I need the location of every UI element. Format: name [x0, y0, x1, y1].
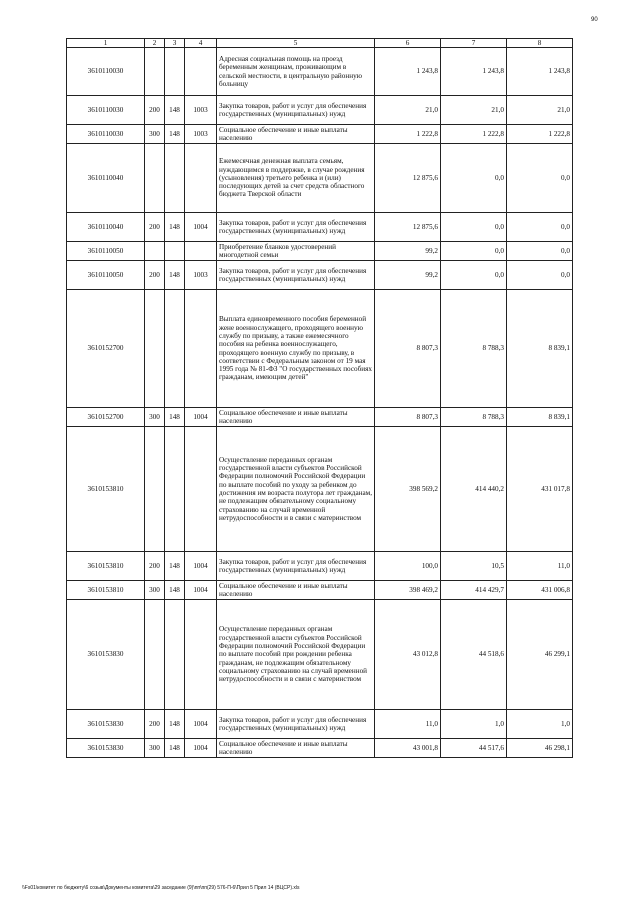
row-col3: 148: [165, 552, 185, 581]
page-number: 90: [591, 17, 598, 23]
row-col4: 1004: [185, 739, 217, 758]
row-name: Осуществление переданных органам государственной власти субъектов Российской Федерации полномочий Российской Федерации по выплате пособий по уходу за ребенком до достижения им возраста полутора лет гражданам, не подлежащим обязательному социальному страхованию на случай временной нетрудоспособности и в связи с материнством: [217, 427, 375, 552]
table-row: [67, 581, 573, 600]
row-value-6: 1 222,8: [375, 125, 441, 144]
row-name: Закупка товаров, работ и услуг для обеспечения государственных (муниципальных) нужд: [217, 261, 375, 290]
row-col2: [145, 48, 165, 96]
row-value-7: 0,0: [441, 144, 507, 213]
row-value-6: 21,0: [375, 96, 441, 125]
row-value-6: 12 875,6: [375, 213, 441, 242]
header-cell: 8: [507, 39, 573, 48]
table-row: [67, 96, 573, 125]
row-code: 3610153810: [67, 552, 145, 581]
row-col3: 148: [165, 581, 185, 600]
row-value-7: 8 788,3: [441, 408, 507, 427]
row-col2: [145, 600, 165, 710]
row-col2: 300: [145, 125, 165, 144]
row-code: 3610152700: [67, 290, 145, 408]
row-value-8: 1 243,8: [507, 48, 573, 96]
row-col3: 148: [165, 96, 185, 125]
row-name: Закупка товаров, работ и услуг для обеспечения государственных (муниципальных) нужд: [217, 96, 375, 125]
row-value-6: 99,2: [375, 242, 441, 261]
row-code: 3610153830: [67, 739, 145, 758]
row-value-7: 44 517,6: [441, 739, 507, 758]
row-value-6: 1 243,8: [375, 48, 441, 96]
row-value-7: 0,0: [441, 261, 507, 290]
row-col3: [165, 427, 185, 552]
row-code: 3610153830: [67, 710, 145, 739]
row-col4: 1004: [185, 581, 217, 600]
row-value-7: 44 518,6: [441, 600, 507, 710]
table-row: [67, 427, 573, 552]
header-cell: 4: [185, 39, 217, 48]
row-col2: 300: [145, 408, 165, 427]
row-value-8: 21,0: [507, 96, 573, 125]
row-col3: 148: [165, 710, 185, 739]
row-code: 3610152700: [67, 408, 145, 427]
table-row: [67, 290, 573, 408]
row-col4: [185, 48, 217, 96]
table-row: [67, 242, 573, 261]
row-value-7: 414 440,2: [441, 427, 507, 552]
row-col3: [165, 600, 185, 710]
row-name: Социальное обеспечение и иные выплаты населению: [217, 408, 375, 427]
row-col4: 1004: [185, 552, 217, 581]
row-value-7: 1 243,8: [441, 48, 507, 96]
row-name: Осуществление переданных органам государственной власти субъектов Российской Федерации полномочий Российской Федерации по выплате пособий при рождении ребенка гражданам, не подлежащим обязательному социальному страхованию на случай временной нетрудоспособности и в связи с материнством: [217, 600, 375, 710]
row-value-8: 1,0: [507, 710, 573, 739]
header-row: [67, 39, 573, 48]
row-value-8: 0,0: [507, 242, 573, 261]
row-value-8: 0,0: [507, 261, 573, 290]
row-value-8: 0,0: [507, 144, 573, 213]
budget-table: [66, 38, 573, 758]
row-col2: [145, 144, 165, 213]
row-code: 3610110040: [67, 213, 145, 242]
row-col4: [185, 242, 217, 261]
table-row: [67, 710, 573, 739]
file-path-footer: \\Fs01\комитет по бюджету\6 созыв\Документы комитета\29 заседание (9)\пп\пп(29) 576-П-6\Прил 5 Прил 14 (ВЦСР).xls: [22, 885, 300, 891]
header-cell: 3: [165, 39, 185, 48]
table-row: [67, 408, 573, 427]
row-value-8: 431 017,8: [507, 427, 573, 552]
row-col4: 1003: [185, 125, 217, 144]
row-value-8: 431 006,8: [507, 581, 573, 600]
row-col3: [165, 290, 185, 408]
row-code: 3610110050: [67, 261, 145, 290]
row-col2: 200: [145, 552, 165, 581]
row-value-7: 0,0: [441, 213, 507, 242]
row-col2: 200: [145, 710, 165, 739]
row-value-8: 8 839,1: [507, 290, 573, 408]
row-name: Ежемесячная денежная выплата семьям, нуждающимся в поддержке, в случае рождения (усыновления) третьего ребенка и (или) последующих детей за счет средств областного бюджета Тверской области: [217, 144, 375, 213]
row-col2: 300: [145, 581, 165, 600]
row-value-7: 21,0: [441, 96, 507, 125]
row-col3: 148: [165, 261, 185, 290]
row-value-8: 1 222,8: [507, 125, 573, 144]
row-code: 3610110050: [67, 242, 145, 261]
row-value-6: 398 469,2: [375, 581, 441, 600]
table-row: [67, 144, 573, 213]
row-name: Социальное обеспечение и иные выплаты населению: [217, 739, 375, 758]
row-value-8: 8 839,1: [507, 408, 573, 427]
row-col3: [165, 48, 185, 96]
table-row: [67, 213, 573, 242]
row-col3: 148: [165, 213, 185, 242]
row-value-6: 398 569,2: [375, 427, 441, 552]
row-col3: [165, 242, 185, 261]
row-value-6: 99,2: [375, 261, 441, 290]
row-value-7: 414 429,7: [441, 581, 507, 600]
table-row: [67, 600, 573, 710]
row-value-7: 8 788,3: [441, 290, 507, 408]
row-col2: 200: [145, 213, 165, 242]
row-col4: 1004: [185, 408, 217, 427]
row-name: Адресная социальная помощь на проезд беременным женщинам, проживающим в сельской местности, в центральную районную больницу: [217, 48, 375, 96]
row-value-6: 8 807,3: [375, 408, 441, 427]
row-name: Приобретение бланков удостоверений многодетной семьи: [217, 242, 375, 261]
row-col2: 300: [145, 739, 165, 758]
row-col4: 1003: [185, 261, 217, 290]
table-row: [67, 48, 573, 96]
row-value-6: 100,0: [375, 552, 441, 581]
table-row: [67, 552, 573, 581]
row-col3: [165, 144, 185, 213]
table-row: [67, 739, 573, 758]
row-code: 3610110030: [67, 96, 145, 125]
row-value-8: 46 299,1: [507, 600, 573, 710]
row-name: Закупка товаров, работ и услуг для обеспечения государственных (муниципальных) нужд: [217, 213, 375, 242]
row-col2: 200: [145, 96, 165, 125]
row-code: 3610110040: [67, 144, 145, 213]
row-col4: [185, 600, 217, 710]
header-cell: 6: [375, 39, 441, 48]
header-cell: 2: [145, 39, 165, 48]
row-code: 3610153830: [67, 600, 145, 710]
row-value-8: 46 298,1: [507, 739, 573, 758]
row-value-6: 43 001,8: [375, 739, 441, 758]
row-col4: 1004: [185, 710, 217, 739]
row-value-6: 8 807,3: [375, 290, 441, 408]
table-row: [67, 125, 573, 144]
row-value-6: 12 875,6: [375, 144, 441, 213]
row-name: Выплата единовременного пособия беременной жене военнослужащего, проходящего военную службу по призыву, а также ежемесячного пособия на ребенка военнослужащего, проходящего военную службу по призыву, в соответствии с Федеральным законом от 19 мая 1995 года № 81-ФЗ "О государственных пособиях гражданам, имеющим детей": [217, 290, 375, 408]
row-col3: 148: [165, 408, 185, 427]
header-cell: 1: [67, 39, 145, 48]
row-name: Закупка товаров, работ и услуг для обеспечения государственных (муниципальных) нужд: [217, 710, 375, 739]
row-value-6: 43 012,8: [375, 600, 441, 710]
row-code: 3610110030: [67, 48, 145, 96]
row-value-7: 1,0: [441, 710, 507, 739]
row-col2: [145, 290, 165, 408]
row-col4: 1003: [185, 96, 217, 125]
row-col2: [145, 242, 165, 261]
header-cell: 7: [441, 39, 507, 48]
row-col3: 148: [165, 739, 185, 758]
row-col3: 148: [165, 125, 185, 144]
row-name: Закупка товаров, работ и услуг для обеспечения государственных (муниципальных) нужд: [217, 552, 375, 581]
row-value-8: 11,0: [507, 552, 573, 581]
row-col4: 1004: [185, 213, 217, 242]
row-col2: 200: [145, 261, 165, 290]
row-value-6: 11,0: [375, 710, 441, 739]
row-name: Социальное обеспечение и иные выплаты населению: [217, 125, 375, 144]
row-code: 3610153810: [67, 581, 145, 600]
row-value-7: 10,5: [441, 552, 507, 581]
row-value-8: 0,0: [507, 213, 573, 242]
row-value-7: 0,0: [441, 242, 507, 261]
header-cell: 5: [217, 39, 375, 48]
row-code: 3610110030: [67, 125, 145, 144]
row-col2: [145, 427, 165, 552]
row-name: Социальное обеспечение и иные выплаты населению: [217, 581, 375, 600]
row-col4: [185, 427, 217, 552]
row-value-7: 1 222,8: [441, 125, 507, 144]
row-code: 3610153810: [67, 427, 145, 552]
row-col4: [185, 144, 217, 213]
row-col4: [185, 290, 217, 408]
table-row: [67, 261, 573, 290]
